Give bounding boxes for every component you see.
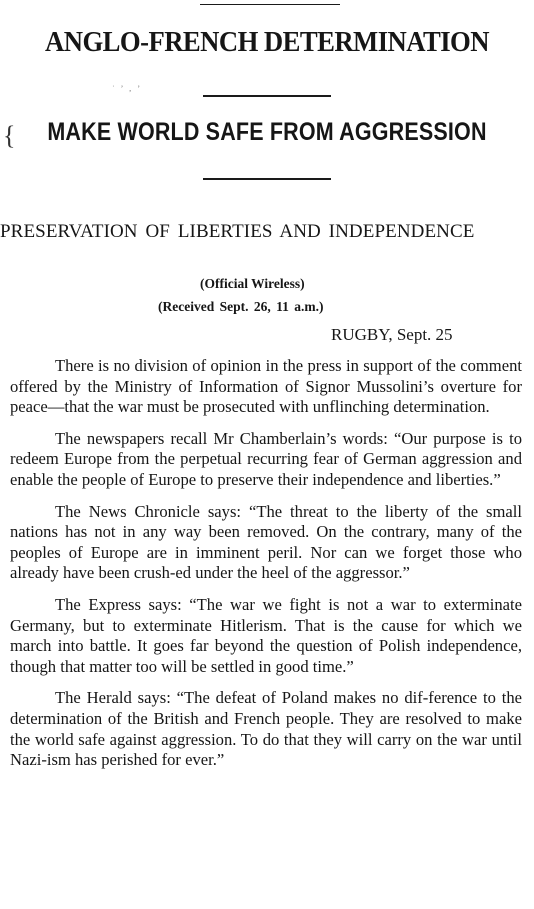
subheadline: MAKE WORLD SAFE FROM AGGRESSION (47, 118, 487, 146)
margin-bracket: { (3, 121, 16, 150)
article-body (10, 356, 522, 782)
source-line: (Official Wireless) (200, 276, 305, 291)
received-line: (Received Sept. 26, 11 a.m.) (158, 299, 324, 314)
dateline: RUGBY, Sept. 25 (331, 325, 453, 344)
subheadline-divider (203, 178, 331, 180)
top-rule (200, 4, 340, 5)
print-specks: ˙ ’ ‚ ’ (112, 84, 143, 93)
paragraph-4: The Express says: “The war we fight is not a war to exterminate Germany, but to exterminate Hitlerism. That is the cause for which we march into battle. It goes far beyond the question of Polish independence, though that matter too will be settled in good time.” (10, 594, 522, 676)
paragraph-3: The News Chronicle says: “The threat to the liberty of the small nations has not in any way been removed. On the contrary, many of the peoples of Europe are in imminent peril. Nor can we forget those who already have been crush-ed under the heel of the aggressor.” (10, 501, 522, 583)
section-heading: PRESERVATION OF LIBERTIES AND INDEPENDENCE (0, 221, 475, 242)
paragraph-1: There is no division of opinion in the press in support of the comment offered by the Ministry of Information of Signor Mussolini’s overture for peace—that the war must be prosecuted with unflinching determination. (10, 356, 522, 417)
paragraph-5: The Herald says: “The defeat of Poland makes no dif-ference to the determination of the British and French people. They are resolved to make the world safe against aggression. To do that they will carry on the war until Nazi-ism has perished for ever.” (10, 688, 522, 770)
headline: ANGLO-FRENCH DETERMINATION (45, 26, 489, 58)
headline-divider (203, 95, 331, 97)
paragraph-2: The newspapers recall Mr Chamberlain’s words: “Our purpose is to redeem Europe from the perpetual recurring fear of German aggression and enable the people of Europe to preserve their independence and liberties.” (10, 428, 522, 489)
